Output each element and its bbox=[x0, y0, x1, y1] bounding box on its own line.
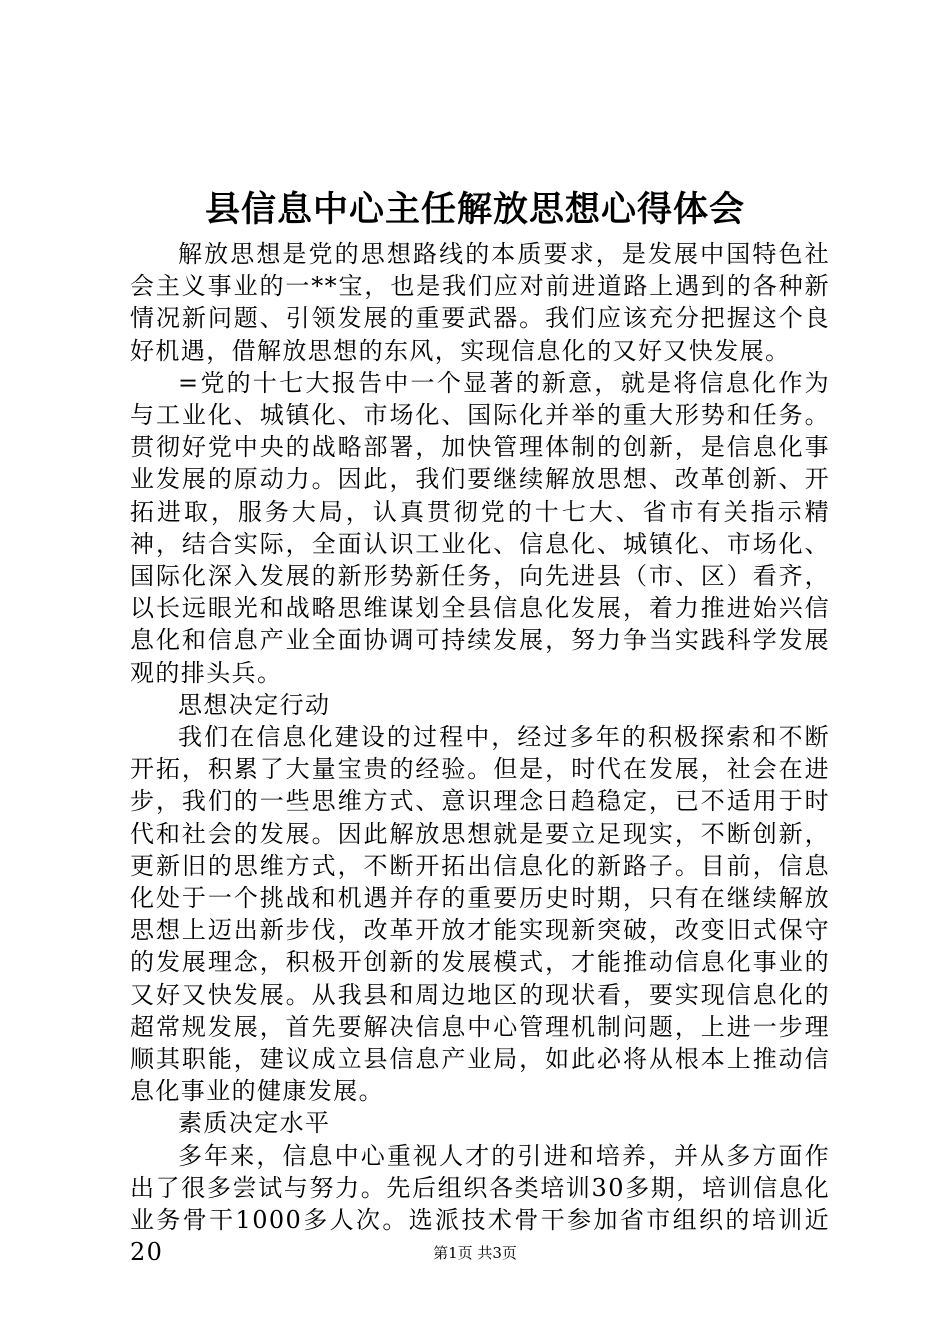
page-footer: 第1页 共3页 bbox=[433, 1244, 517, 1262]
section-heading-thought-action: 思想决定行动 bbox=[178, 690, 331, 719]
section-heading-quality-level: 素质决定水平 bbox=[178, 1109, 331, 1138]
paragraph-talent-training: 多年来，信息中心重视人才的引进和培养，并从多方面作出了很多尝试与努力。先后组织各类培训30多期，培训信息化业务骨干1000多人次。选派技术骨干参加省市组织的培训近20 bbox=[130, 1141, 830, 1267]
document-title: 县信息中心主任解放思想心得体会 bbox=[204, 189, 745, 230]
document-body bbox=[130, 238, 830, 1269]
paragraph-party-congress: =党的十七大报告中一个显著的新意，就是将信息化作为与工业化、城镇化、市场化、国际化并举的重大形势和任务。贯彻好党中央的战略部署，加快管理体制的创新，是信息化事业发展的原动力。因此，我们要继续解放思想、改革创新、开拓进取，服务大局，认真贯彻党的十七大、省市有关指示精神，结合实际，全面认识工业化、信息化、城镇化、市场化、国际化深入发展的新形势新任务，向先进县（市、区）看齐，以长远眼光和战略思维谋划全县信息化发展，着力推进始兴信息化和信息产业全面协调可持续发展，努力争当实践科学发展观的排头兵。 bbox=[130, 368, 830, 687]
paragraph-informatization-construction: 我们在信息化建设的过程中，经过多年的积极探索和不断开拓，积累了大量宝贵的经验。但是，时代在发展，社会在进步，我们的一些思维方式、意识理念日趋稳定，已不适用于时代和社会的发展。因此解放思想就是要立足现实，不断创新，更新旧的思维方式，不断开拓出信息化的新路子。目前，信息化处于一个挑战和机遇并存的重要历史时期，只有在继续解放思想上迈出新步伐，改革开放才能实现新突破，改变旧式保守的发展理念，积极开创新的发展模式，才能推动信息化事业的又好又快发展。从我县和周边地区的现状看，要实现信息化的超常规发展，首先要解决信息中心管理机制问题，上进一步理顺其职能，建议成立县信息产业局，如此必将从根本上推动信息化事业的健康发展。 bbox=[130, 723, 830, 1106]
paragraph-intro: 解放思想是党的思想路线的本质要求，是发展中国特色社会主义事业的一**宝，也是我们应对前进道路上遇到的各种新情况新问题、引领发展的重要武器。我们应该充分把握这个良好机遇，借解放思想的东风，实现信息化的又好又快发展。 bbox=[130, 240, 830, 365]
